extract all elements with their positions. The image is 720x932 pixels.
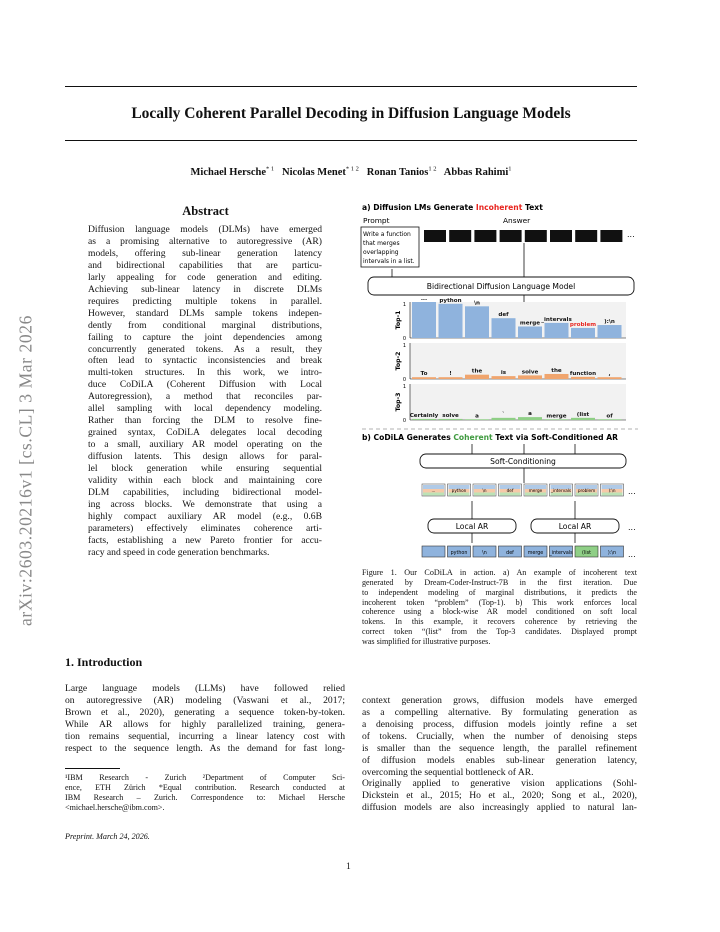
abstract-line: lel block generation while ensuring sequential (88, 463, 322, 475)
abstract-line: often lead to syntactic inconsistencies and break (88, 355, 322, 367)
soft-token-label: merge (528, 488, 543, 493)
token-label: is (500, 370, 507, 377)
token-label: python (439, 297, 462, 304)
soft-ellipsis: ... (628, 487, 636, 496)
bar (545, 419, 569, 420)
token-label: solve (442, 412, 459, 419)
answer-label: Answer (503, 216, 531, 225)
token-label: merge (519, 320, 541, 327)
intro-p1-line: on autoregressive (AR) modeling (Vaswani et al., 2017; (65, 694, 345, 706)
mask-token (525, 230, 547, 242)
abstract-line: and bidirectional capabilities that are particu- (88, 259, 322, 271)
caption-line: Figure 1. Our CoDiLA in action. a) An example of incoherent text (362, 568, 637, 577)
author-4: Abbas Rahimi$^1$ (443, 165, 512, 178)
soft-token-label: ):\n (608, 488, 616, 493)
abstract-line: multi-token structures. In this work, we intro- (88, 367, 322, 379)
final-token-label: \n (482, 551, 487, 556)
footnote-line: ¹IBM Research - Zurich ²Department of Computer Sci- (65, 773, 345, 782)
prompt-label: Prompt (363, 216, 390, 225)
caption-line: correct token “(list” from the Top-3 candidates. Displayed prompt (362, 627, 637, 637)
footnote-rule (65, 768, 120, 769)
bar (465, 375, 489, 379)
bar (518, 417, 542, 420)
bar (412, 377, 436, 379)
bar (492, 418, 516, 420)
abstract-line: facts, establishing a new Pareto frontier for accu- (88, 534, 322, 546)
author-3: Ronan Tanios$^{1 2}$ (366, 165, 437, 178)
token-label: , (608, 371, 611, 378)
mask-token (500, 230, 522, 242)
bar (545, 323, 569, 338)
bar (465, 306, 489, 338)
abstract-line: parameters) effectively eliminates coherence arti- (88, 522, 322, 534)
figure-title-a: a) Diffusion LMs Generate Incoherent Text (362, 203, 543, 212)
prompt-line: that merges (363, 240, 400, 247)
token-label: ... (420, 296, 428, 302)
intro-p3-line: diffusion models are also increasingly applied to natural lan- (362, 801, 637, 813)
abstract-body (88, 224, 322, 559)
abstract-line: Autoregression), a method that reconciles par- (88, 391, 322, 403)
abstract-line: racy and speed in code generation benchmarks. (88, 546, 270, 558)
abstract-line: models, offering sub-linear generation latency (88, 247, 322, 259)
abstract-line: concurrently generated tokens. As a result, they (88, 343, 322, 355)
abstract-line: Rather than forcing the DLM to resolve fine- (88, 415, 322, 427)
intro-paragraph-1 (65, 683, 345, 755)
abstract-line: grained syntax, CoDiLA delegates local decoding (88, 427, 322, 439)
token-label: ! (449, 371, 452, 378)
token-label: a (528, 411, 532, 418)
abstract-line: to a small, auxiliary AR model operating on the (88, 439, 322, 451)
intro-paragraph-3 (362, 778, 637, 814)
panel-label: Top-3 (395, 392, 402, 412)
bar (571, 328, 595, 338)
bidirectional-dlm-label: Bidirectional Diffusion Language Model (426, 282, 576, 291)
footnote-line: <michael.hersche@ibm.com>. (65, 803, 165, 812)
abstract-line: highly compact auxiliary AR model (e.g., 0.6B (88, 510, 322, 522)
token-label: the (551, 367, 562, 374)
prompt-line: intervals in a list. (363, 258, 415, 265)
panel-label: Top-1 (395, 310, 402, 330)
intro-paragraph-2 (362, 695, 637, 779)
bar (598, 377, 622, 379)
abstract-line: Diffusion language models (DLMs) have emerged (88, 224, 322, 235)
intro-p1-line: While AR allows for highly parallelized training, genera- (65, 718, 345, 730)
abstract-heading: Abstract (182, 204, 229, 218)
author-1: Michael Hersche$^{* 1}$ (190, 165, 275, 178)
bar (545, 374, 569, 379)
bar (598, 325, 622, 338)
final-ellipsis: ... (628, 550, 636, 559)
final-token (422, 546, 445, 557)
paper-title: Locally Coherent Parallel Decoding in Diffusion Language Models (131, 105, 571, 122)
token-label: a (475, 413, 479, 420)
author-2: Nicolas Menet$^{* 1 2}$ (282, 165, 359, 178)
caption-line: coherence using a block-wise AR model conditioned on soft local (362, 607, 637, 617)
soft-token-label: \n (482, 488, 487, 493)
local-ar-ellipsis: ... (628, 523, 636, 532)
soft-token-label: _intervals (550, 488, 572, 493)
bar (439, 304, 463, 338)
mask-token (550, 230, 572, 242)
abstract-line: Achieving sub-linear latency in discrete DLMs (88, 283, 322, 295)
intro-p1-line: respect to the sequence length. As the demand for fast long- (65, 742, 345, 754)
answer-ellipsis: ... (627, 230, 635, 239)
prompt-line: Write a function (363, 231, 411, 238)
mask-token (575, 230, 597, 242)
title-rule-top (65, 86, 637, 87)
intro-p3-line: Originally applied to generative vision applications (Sohl- (362, 778, 637, 789)
bar (492, 376, 516, 379)
intro-p1-line: Large language models (LLMs) have followed relied (65, 683, 345, 694)
token-label: merge (546, 413, 567, 420)
final-token-label: _intervals (549, 551, 573, 556)
final-token-label: ):\n (607, 551, 617, 556)
final-token-row (422, 546, 624, 557)
intro-p1-line: tion remains sequential, incurring a linear latency cost with (65, 730, 345, 742)
abstract-line: validity within each block and maintaining core (88, 475, 322, 487)
y-tick-label: 1 (402, 343, 406, 349)
intro-p1-line: Brown et al., 2020), generating a sequence token-by-token. (65, 706, 345, 718)
token-probability-panels (395, 296, 626, 424)
abstract-line: However, standard DLMs sample tokens indepen- (88, 307, 322, 319)
token-label: Certainly (409, 412, 439, 419)
abstract-line: ing across blocks. We demonstrate that using a (88, 498, 322, 510)
token-label: _intervals (541, 316, 572, 323)
token-label: \n (473, 300, 481, 307)
soft-token-label: def (506, 488, 514, 493)
section-heading-introduction: 1. Introduction (65, 655, 143, 669)
abstract-line: duce CoDiLA (Coherent Diffusion with Local (88, 379, 322, 391)
figure-caption (362, 568, 637, 647)
arxiv-id: arXiv:2603.20216v1 [cs.CL] 3 Mar 2026 (15, 315, 36, 626)
y-tick-label: 0 (402, 336, 406, 342)
abstract-line: dently from conditional marginal distributions, (88, 319, 322, 331)
caption-line: was simplified for illustrative purposes. (362, 636, 491, 646)
token-label: solve (521, 369, 539, 376)
abstract-line: allel sampling with local dependency modeling. (88, 403, 322, 415)
bar (518, 375, 542, 379)
y-tick-label: 1 (402, 384, 406, 390)
y-tick-label: 0 (402, 377, 406, 383)
author-list (65, 165, 637, 178)
title-rule-bottom (65, 140, 637, 141)
figure-1 (360, 201, 640, 566)
panel-label: Top-2 (395, 351, 402, 371)
intro-p2-line: as a compelling alternative. By formulating generation as (362, 706, 637, 718)
token-label: problem (569, 321, 597, 328)
footnote-line: IBM Research – Zurich. Correspondence to: Michael Hersche (65, 793, 345, 802)
token-label: def (498, 312, 509, 319)
abstract-line: failing to capture the joint dependencies among (88, 331, 322, 343)
intro-p2-line: of diffusion models enables sub-linear generation latency, (362, 754, 637, 766)
footnote (65, 773, 345, 813)
final-token-label: (list (582, 551, 591, 556)
token-label: function (569, 370, 597, 377)
bar (439, 419, 463, 420)
mask-token (424, 230, 446, 242)
abstract-line: diffusion latents. This design allows for paral- (88, 451, 322, 463)
soft-token-label: problem (577, 488, 596, 493)
abstract-line: DLM capabilities, including bidirectional model- (88, 486, 322, 498)
soft-token-label: python (451, 488, 467, 493)
local-ar-label-2: Local AR (558, 522, 592, 531)
prompt-line: overlapping (363, 249, 399, 256)
soft-token-row (422, 484, 624, 496)
preprint-note: Preprint. March 24, 2026. (65, 832, 150, 841)
figure-title-b: b) CoDiLA Generates Coherent Text via Soft-Conditioned AR (362, 433, 618, 442)
final-token-label: merge (527, 551, 544, 556)
bar (465, 419, 489, 420)
mask-token (600, 230, 622, 242)
bar (412, 302, 436, 338)
bar (412, 419, 436, 420)
intro-p2-line: of tokens. Crucially, when the number of denoising steps (362, 730, 637, 742)
token-label: To (420, 371, 428, 378)
intro-p2-line: a denoising process, diffusion models jointly refine a set (362, 718, 637, 730)
bar (439, 377, 463, 379)
mask-token (474, 230, 496, 242)
bar (598, 419, 622, 420)
mask-token (449, 230, 471, 242)
token-label: (list (576, 411, 590, 418)
masked-answer-tokens (424, 230, 622, 242)
intro-p2-line: is smaller than the sequence length, the parallel refinement (362, 742, 637, 754)
page-number: 1 (346, 862, 351, 872)
local-ar-label-1: Local AR (455, 522, 489, 531)
y-tick-label: 0 (402, 418, 406, 424)
abstract-line: as a promising alternative to autoregressive (AR) (88, 235, 322, 247)
bar (518, 326, 542, 338)
bar (571, 418, 595, 420)
final-token-label: python (450, 551, 468, 556)
bar (492, 318, 516, 338)
caption-line: generated by Dream-Coder-Instruct-7B in the first iteration. Due (362, 577, 637, 587)
abstract-line: requires predicting multiple tokens in parallel. (88, 295, 322, 307)
intro-p2-line: context generation grows, diffusion models have emerged (362, 695, 637, 706)
token-label: the (471, 368, 483, 375)
bar (571, 377, 595, 379)
final-token-label: def (506, 551, 514, 556)
soft-conditioning-label: Soft-Conditioning (490, 457, 556, 466)
caption-line: incoherent token “problem” (Top-1). b) This work enforces local (362, 597, 637, 607)
token-label: ` (502, 411, 505, 418)
token-label: of (606, 413, 613, 420)
arxiv-stamp (16, 265, 36, 675)
y-tick-label: 1 (402, 302, 406, 308)
abstract-line: larly appealing for code generation and editing. (88, 271, 322, 283)
caption-line: tokens. In this example, it recovers coherence by retrieving the (362, 617, 637, 627)
caption-line: to independent modeling of marginal distributions, it predicts the (362, 587, 637, 597)
intro-p2-line: overcoming the sequential bottleneck of AR. (362, 766, 534, 778)
intro-p3-line: Dickstein et al., 2015; Ho et al., 2020; Song et al., 2020), (362, 789, 637, 801)
footnote-line: ence, ETH Zürich *Equal contribution. Research conducted at (65, 783, 345, 792)
soft-token-label: ... (431, 488, 436, 493)
token-label: ):\n (604, 319, 615, 326)
